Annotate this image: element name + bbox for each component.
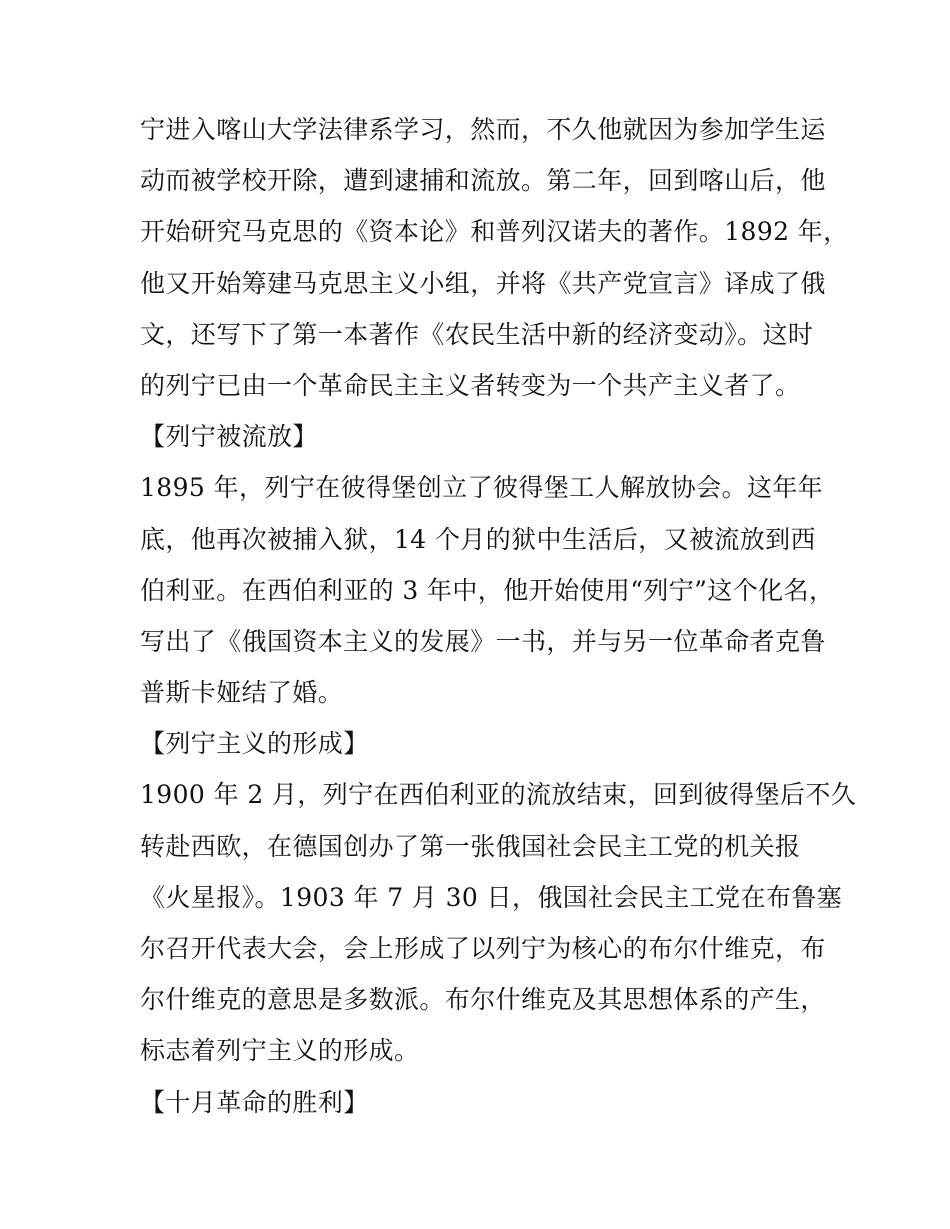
- paragraph-line: 底，他再次被捕入狱，14 个月的狱中生活后，又被流放到西: [140, 524, 816, 554]
- paragraph-line: 《火星报》。1903 年 7 月 30 日，俄国社会民主工党在布鲁塞: [140, 882, 843, 912]
- paragraph-line: 开始研究马克思的《资本论》和普列汉诺夫的著作。1892 年，: [140, 217, 849, 247]
- paragraph-line: 的列宁已由一个革命民主主义者转变为一个共产主义者了。: [140, 370, 801, 400]
- section-heading-exile: 【列宁被流放】: [140, 422, 318, 452]
- paragraph-line: 文，还写下了第一本著作《农民生活中新的经济变动》。这时: [140, 319, 814, 349]
- paragraph-line: 1895 年，列宁在彼得堡创立了彼得堡工人解放协会。这年年: [140, 473, 824, 503]
- paragraph-line: 转赴西欧，在德国创办了第一张俄国社会民主工党的机关报: [140, 831, 801, 861]
- paragraph-line: 标志着列宁主义的形成。: [140, 1036, 420, 1066]
- section-heading-leninism: 【列宁主义的形成】: [140, 729, 369, 759]
- paragraph-line: 动而被学校开除，遭到逮捕和流放。第二年，回到喀山后，他: [140, 166, 826, 196]
- paragraph-line: 伯利亚。在西伯利亚的 3 年中，他开始使用“列宁”这个化名，: [140, 575, 835, 605]
- paragraph-line: 尔什维克的意思是多数派。布尔什维克及其思想体系的产生，: [140, 985, 826, 1015]
- document-body: [140, 104, 857, 1128]
- paragraph-line: 普斯卡娅结了婚。: [140, 678, 344, 708]
- paragraph-line: 1900 年 2 月，列宁在西伯利亚的流放结束，回到彼得堡后不久: [140, 780, 857, 810]
- paragraph-line: 写出了《俄国资本主义的发展》一书，并与另一位革命者克鲁: [140, 626, 826, 656]
- paragraph-line: 尔召开代表大会，会上形成了以列宁为核心的布尔什维克，布: [140, 934, 826, 963]
- section-heading-october: 【十月革命的胜利】: [140, 1087, 369, 1117]
- paragraph-line: 他又开始筹建马克思主义小组，并将《共产党宣言》译成了俄: [140, 268, 826, 298]
- paragraph-line: 宁进入喀山大学法律系学习，然而，不久他就因为参加学生运: [140, 115, 826, 144]
